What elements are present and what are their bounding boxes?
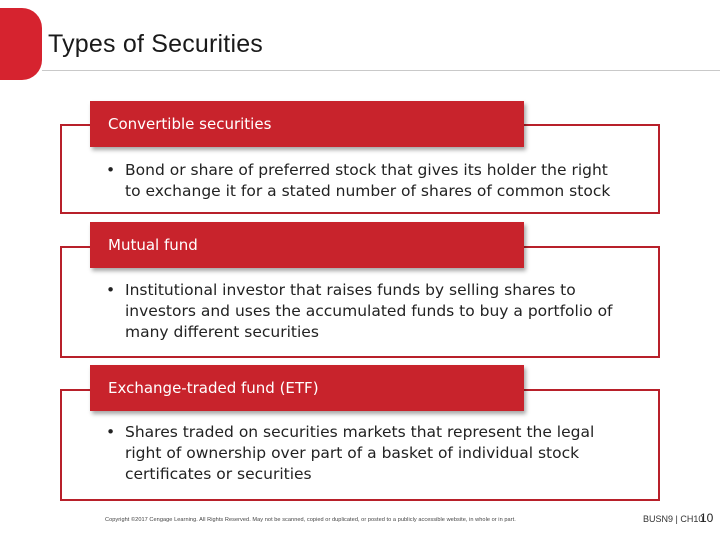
mutual-fund-bullet xyxy=(106,280,636,343)
etf-header xyxy=(90,365,524,411)
title-divider xyxy=(42,70,720,71)
section-header-label: Convertible securities xyxy=(108,115,272,133)
bullet-text-line: to exchange it for a stated number of shares of common stock xyxy=(125,182,611,200)
convertible-securities-bullet xyxy=(106,160,636,202)
section-header-label: Mutual fund xyxy=(108,236,198,254)
slide-title: Types of Securities xyxy=(48,30,264,58)
page-number: 10 xyxy=(700,511,714,525)
bullet-icon: • xyxy=(106,281,116,299)
bullet-text-line: investors and uses the accumulated funds to buy a portfolio of xyxy=(125,302,613,320)
mutual-fund-header xyxy=(90,222,524,268)
bullet-text-line: Institutional investor that raises funds by selling shares to xyxy=(125,281,576,299)
bullet-text-line: certificates or securities xyxy=(125,465,312,483)
bullet-text-line: Bond or share of preferred stock that gives its holder the right xyxy=(125,161,608,179)
etf-bullet xyxy=(106,422,636,485)
bullet-text-line: Shares traded on securities markets that represent the legal xyxy=(125,423,595,441)
bullet-text-line: many different securities xyxy=(125,323,319,341)
section-header-label: Exchange-traded fund (ETF) xyxy=(108,379,319,397)
bullet-icon: • xyxy=(106,423,116,441)
bullet-text-line: right of ownership over part of a basket of individual stock xyxy=(125,444,580,462)
footer-course-label: BUSN9 | CH10 xyxy=(643,514,704,524)
footer-copyright: Copyright ©2017 Cengage Learning. All Rights Reserved. May not be scanned, copied or duplicated, or posted to a publicly accessible website, in whole or in part. xyxy=(105,517,516,523)
bullet-icon: • xyxy=(106,161,116,179)
convertible-securities-header xyxy=(90,101,524,147)
corner-accent-shape xyxy=(0,8,42,80)
